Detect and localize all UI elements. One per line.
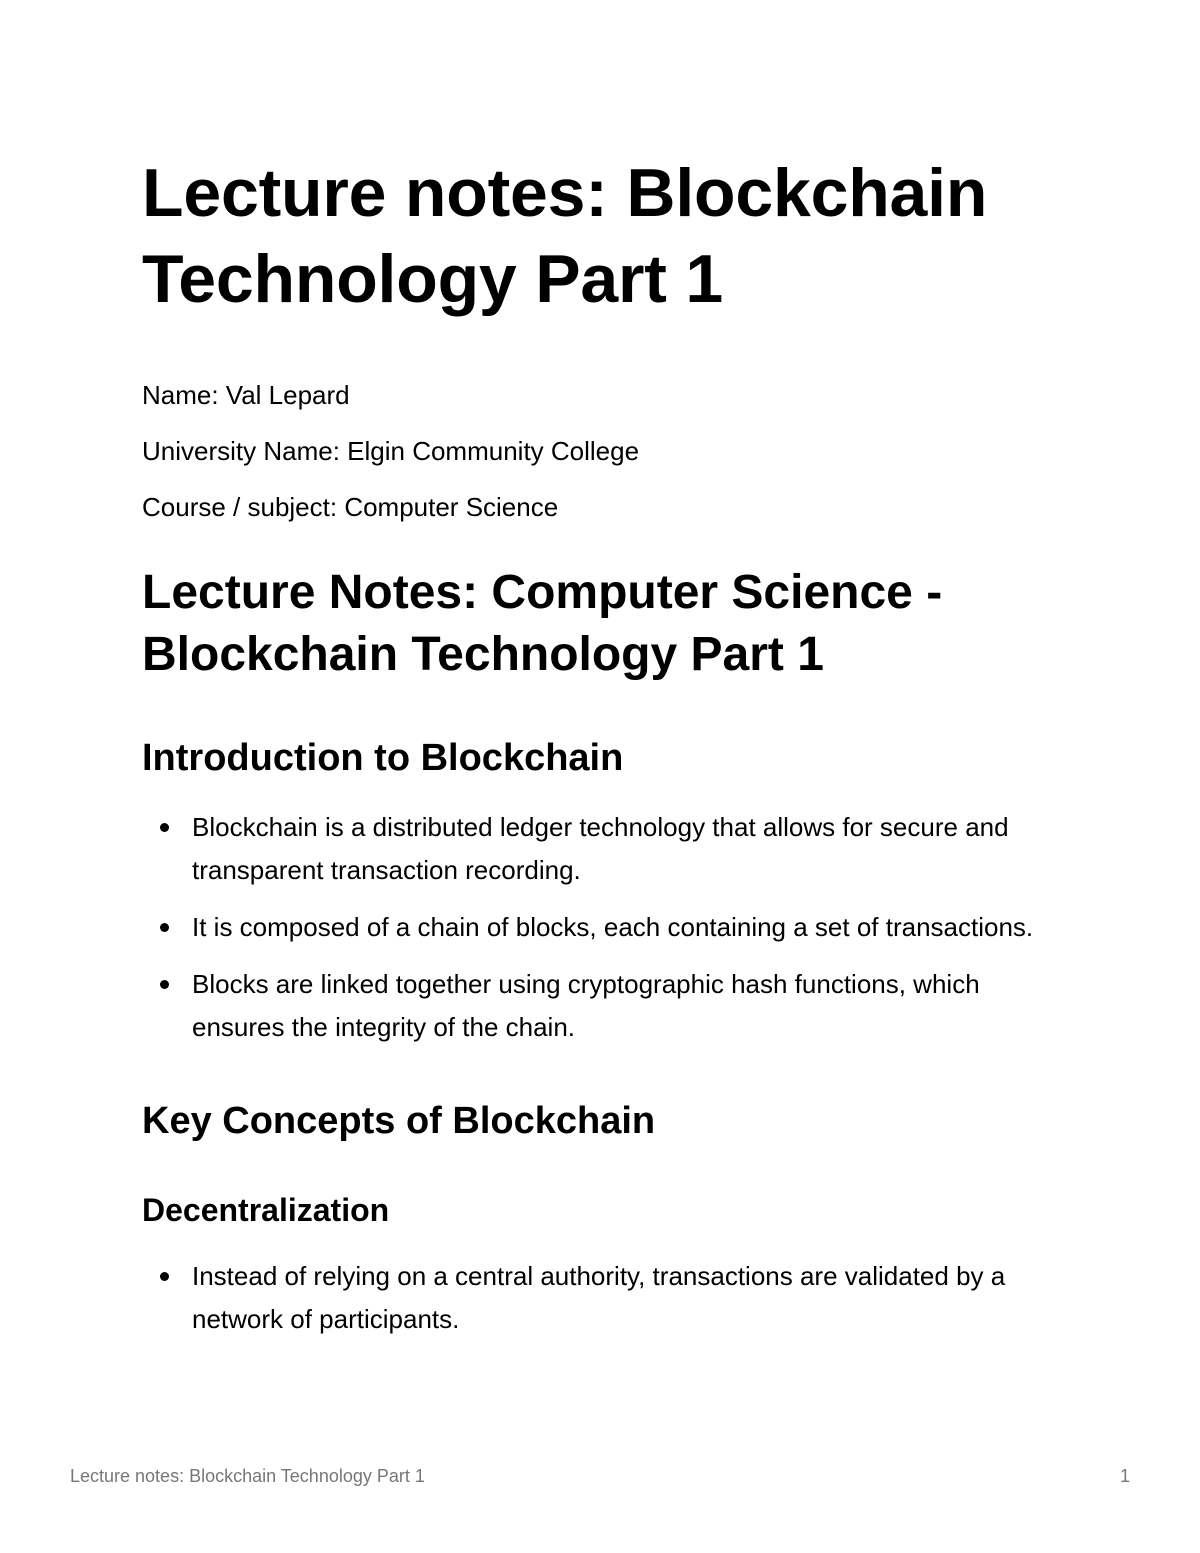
bullet-icon	[160, 823, 169, 832]
footer-title: Lecture notes: Blockchain Technology Part 1	[70, 1466, 425, 1486]
bullet-icon	[160, 1272, 169, 1281]
bullet-icon	[160, 923, 169, 932]
key-concepts-heading: Key Concepts of Blockchain	[142, 1100, 656, 1142]
list-item-text: It is composed of a chain of blocks, each containing a set of transactions.	[192, 912, 1034, 942]
page-number: 1	[1119, 1466, 1130, 1486]
intro-bullet-list	[142, 806, 1062, 1049]
meta-course: Course / subject: Computer Science	[142, 492, 559, 522]
section-title: Lecture Notes: Computer Science - Blockchain Technology Part 1	[142, 566, 943, 681]
document-meta	[142, 380, 1062, 522]
list-item	[142, 963, 1062, 1049]
decentralization-bullet-list	[142, 1255, 1062, 1341]
list-item-text: Blocks are linked together using cryptographic hash functions, which ensures the integrity of the chain.	[192, 969, 980, 1042]
list-item	[142, 1255, 1062, 1341]
list-item-text: Instead of relying on a central authority, transactions are validated by a network of participants.	[192, 1261, 1006, 1334]
list-item	[142, 906, 1062, 949]
bullet-icon	[160, 980, 169, 989]
page-footer	[70, 1466, 1130, 1487]
page-content	[142, 150, 1062, 1355]
list-item-text: Blockchain is a distributed ledger technology that allows for secure and transparent transaction recording.	[192, 812, 1009, 885]
meta-university: University Name: Elgin Community College	[142, 436, 640, 466]
decentralization-heading: Decentralization	[142, 1192, 390, 1228]
intro-heading: Introduction to Blockchain	[142, 737, 624, 779]
meta-name: Name: Val Lepard	[142, 380, 350, 410]
list-item	[142, 806, 1062, 892]
document-title: Lecture notes: Blockchain Technology Part 1	[142, 155, 988, 317]
